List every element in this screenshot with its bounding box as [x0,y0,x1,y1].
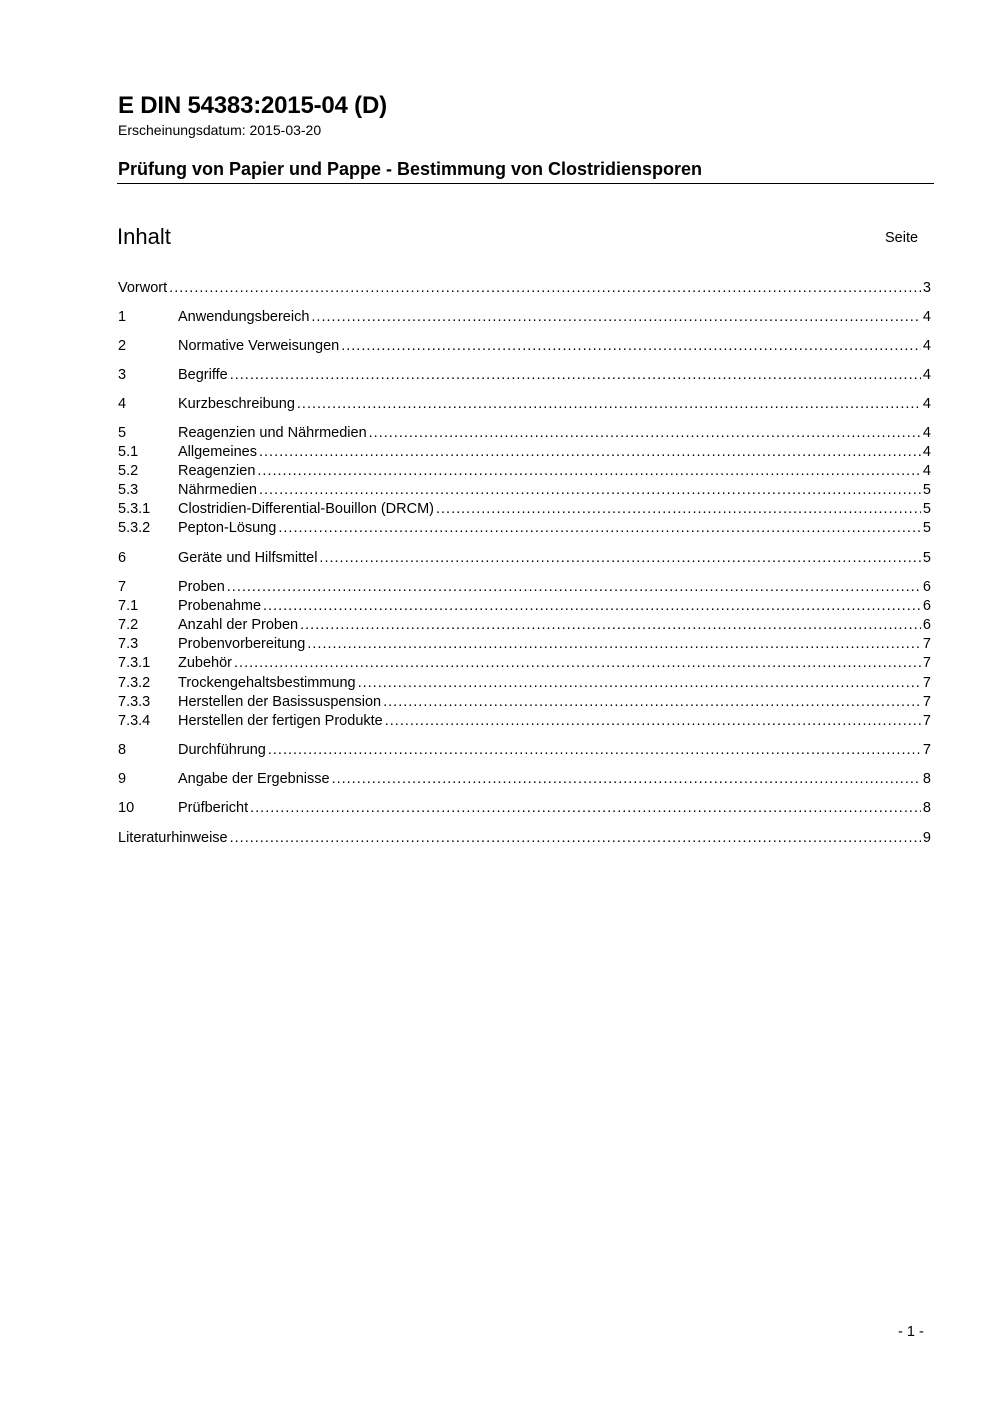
toc-entry-page: 3 [922,280,931,296]
toc-entry-text[interactable]: Durchführung [178,742,266,758]
toc-entry-number: 5.3.2 [118,520,151,536]
toc-entry[interactable] [118,741,931,760]
toc-leader-dots [319,549,921,568]
toc-entry-text[interactable]: Trockengehaltsbestimmung [178,675,356,691]
toc-entry-number: 7.3.1 [118,655,151,671]
toc-entry-text[interactable]: Nährmedien [178,482,257,498]
toc-leader-dots [259,443,921,462]
toc-entry-page: 4 [922,338,931,354]
toc-heading: Inhalt [117,224,171,249]
toc-entry-text[interactable]: Anwendungsbereich [178,309,310,325]
toc-entry-page: 4 [922,309,931,325]
toc-entry[interactable] [118,597,931,616]
toc-leader-dots [385,712,921,731]
toc-entry-page: 6 [922,617,931,633]
toc-leader-dots [250,799,921,818]
toc-entry-text[interactable]: Herstellen der fertigen Produkte [178,713,383,729]
toc-entry-page: 4 [922,463,931,479]
toc-leader-dots [278,519,921,538]
toc-leader-dots [300,616,921,635]
toc-leader-dots [436,500,921,519]
toc-leader-dots [369,424,921,443]
toc-entry-text[interactable]: Normative Verweisungen [178,338,340,354]
toc-leader-dots [169,279,921,298]
toc-leader-dots [358,674,921,693]
toc-entry-page: 5 [922,482,931,498]
toc-entry-page: 6 [922,579,931,595]
toc-leader-dots [234,654,921,673]
toc-leader-dots [227,578,921,597]
toc-entry-text[interactable]: Allgemeines [178,444,257,460]
toc-entry[interactable] [118,674,931,693]
toc-entry-number: 8 [118,742,127,758]
toc-entry[interactable] [118,424,931,443]
document-title: Prüfung von Papier und Pappe - Bestimmung von Clostridiensporen [118,159,703,179]
toc-entry[interactable] [118,395,931,414]
toc-entry-page: 4 [922,444,931,460]
toc-entry[interactable] [118,693,931,712]
toc-entry-number: 7.2 [118,617,139,633]
toc-entry[interactable] [118,829,931,848]
toc-leader-dots [230,829,921,848]
toc-entry-number: 10 [118,800,135,816]
toc-leader-dots [297,395,921,414]
toc-entry-text[interactable]: Zubehör [178,655,233,671]
toc-entry-number: 7 [118,579,127,595]
toc-entry-number: 5.3 [118,482,139,498]
toc-entry[interactable] [118,462,931,481]
toc-entry-page: 7 [922,655,931,671]
toc-entry-text[interactable]: Herstellen der Basissuspension [178,694,382,710]
toc-entry[interactable] [118,481,931,500]
toc-entry[interactable] [118,279,931,298]
toc-entry-text[interactable]: Begriffe [178,367,228,383]
toc-leader-dots [311,308,921,327]
toc-entry-number: 5.2 [118,463,139,479]
toc-entry[interactable] [118,712,931,731]
toc-entry-text[interactable]: Anzahl der Proben [178,617,299,633]
toc-entry[interactable] [118,443,931,462]
toc-entry-page: 8 [922,800,931,816]
toc-entry-number: 1 [118,309,127,325]
toc-entry[interactable] [118,519,931,538]
toc-entry[interactable] [118,654,931,673]
toc-page-column-label: Seite [885,230,919,246]
toc-entry-text[interactable]: Pepton-Lösung [178,520,277,536]
toc-entry-text[interactable]: Literaturhinweise [118,830,228,846]
toc-entry-page: 7 [922,675,931,691]
toc-entry-number: 4 [118,396,127,412]
toc-leader-dots [383,693,921,712]
toc-entry-page: 7 [922,636,931,652]
toc-entry-number: 6 [118,550,127,566]
toc-leader-dots [230,366,921,385]
toc-entry-number: 5.3.1 [118,501,151,517]
toc-entry-page: 5 [922,501,931,517]
toc-entry-page: 4 [922,367,931,383]
toc-entry-page: 7 [922,742,931,758]
toc-entry-text[interactable]: Reagenzien [178,463,256,479]
toc-entry-text[interactable]: Probenahme [178,598,262,614]
toc-entry[interactable] [118,616,931,635]
toc-entry-page: 7 [922,694,931,710]
toc-entry-number: 7.3.4 [118,713,151,729]
toc-leader-dots [268,741,921,760]
toc-leader-dots [259,481,921,500]
toc-entry-page: 8 [922,771,931,787]
toc-entry-page: 4 [922,396,931,412]
toc-entry-text[interactable]: Clostridien-Differential-Bouillon (DRCM) [178,501,434,517]
toc-leader-dots [257,462,921,481]
toc-entry-page: 9 [922,830,931,846]
toc-entry-number: 2 [118,338,127,354]
toc-entry[interactable] [118,549,931,568]
publication-date: Erscheinungsdatum: 2015-03-20 [118,122,322,138]
toc-entry[interactable] [118,337,931,356]
toc-entry-page: 7 [922,713,931,729]
toc-entry[interactable] [118,635,931,654]
toc-entry-text[interactable]: Kurzbeschreibung [178,396,295,412]
toc-entry[interactable] [118,308,931,327]
toc-entry-number: 7.3.2 [118,675,151,691]
toc-entry-page: 5 [922,520,931,536]
toc-leader-dots [332,770,921,789]
toc-entry-text[interactable]: Proben [178,579,225,595]
toc-entry[interactable] [118,366,931,385]
toc-entry-text[interactable]: Probenvorbereitung [178,636,306,652]
page-number: - 1 - [898,1324,924,1340]
toc-entry-page: 6 [922,598,931,614]
toc-entry-number: 5.1 [118,444,139,460]
toc-entry-text[interactable]: Angabe der Ergebnisse [178,771,330,787]
toc-entry-number: 7.3.3 [118,694,151,710]
toc-entry-page: 4 [922,425,931,441]
toc-entry-number: 7.1 [118,598,139,614]
toc-entry-number: 5 [118,425,127,441]
toc-entry-number: 3 [118,367,127,383]
toc-entry[interactable] [118,500,931,519]
toc-entry-text[interactable]: Vorwort [118,280,168,296]
toc-leader-dots [263,597,921,616]
toc-entry-text[interactable]: Reagenzien und Nährmedien [178,425,367,441]
toc-entry-text[interactable]: Prüfbericht [178,800,249,816]
toc-entry[interactable] [118,770,931,789]
toc-entry-text[interactable]: Geräte und Hilfsmittel [178,550,318,566]
toc-entry[interactable] [118,578,931,597]
toc-leader-dots [341,337,921,356]
toc-entry-page: 5 [922,550,931,566]
toc-entry-number: 9 [118,771,127,787]
toc-leader-dots [307,635,921,654]
toc-entry-number: 7.3 [118,636,139,652]
toc-entry[interactable] [118,799,931,818]
document-id: E DIN 54383:2015-04 (D) [118,92,387,119]
title-rule [117,183,934,184]
